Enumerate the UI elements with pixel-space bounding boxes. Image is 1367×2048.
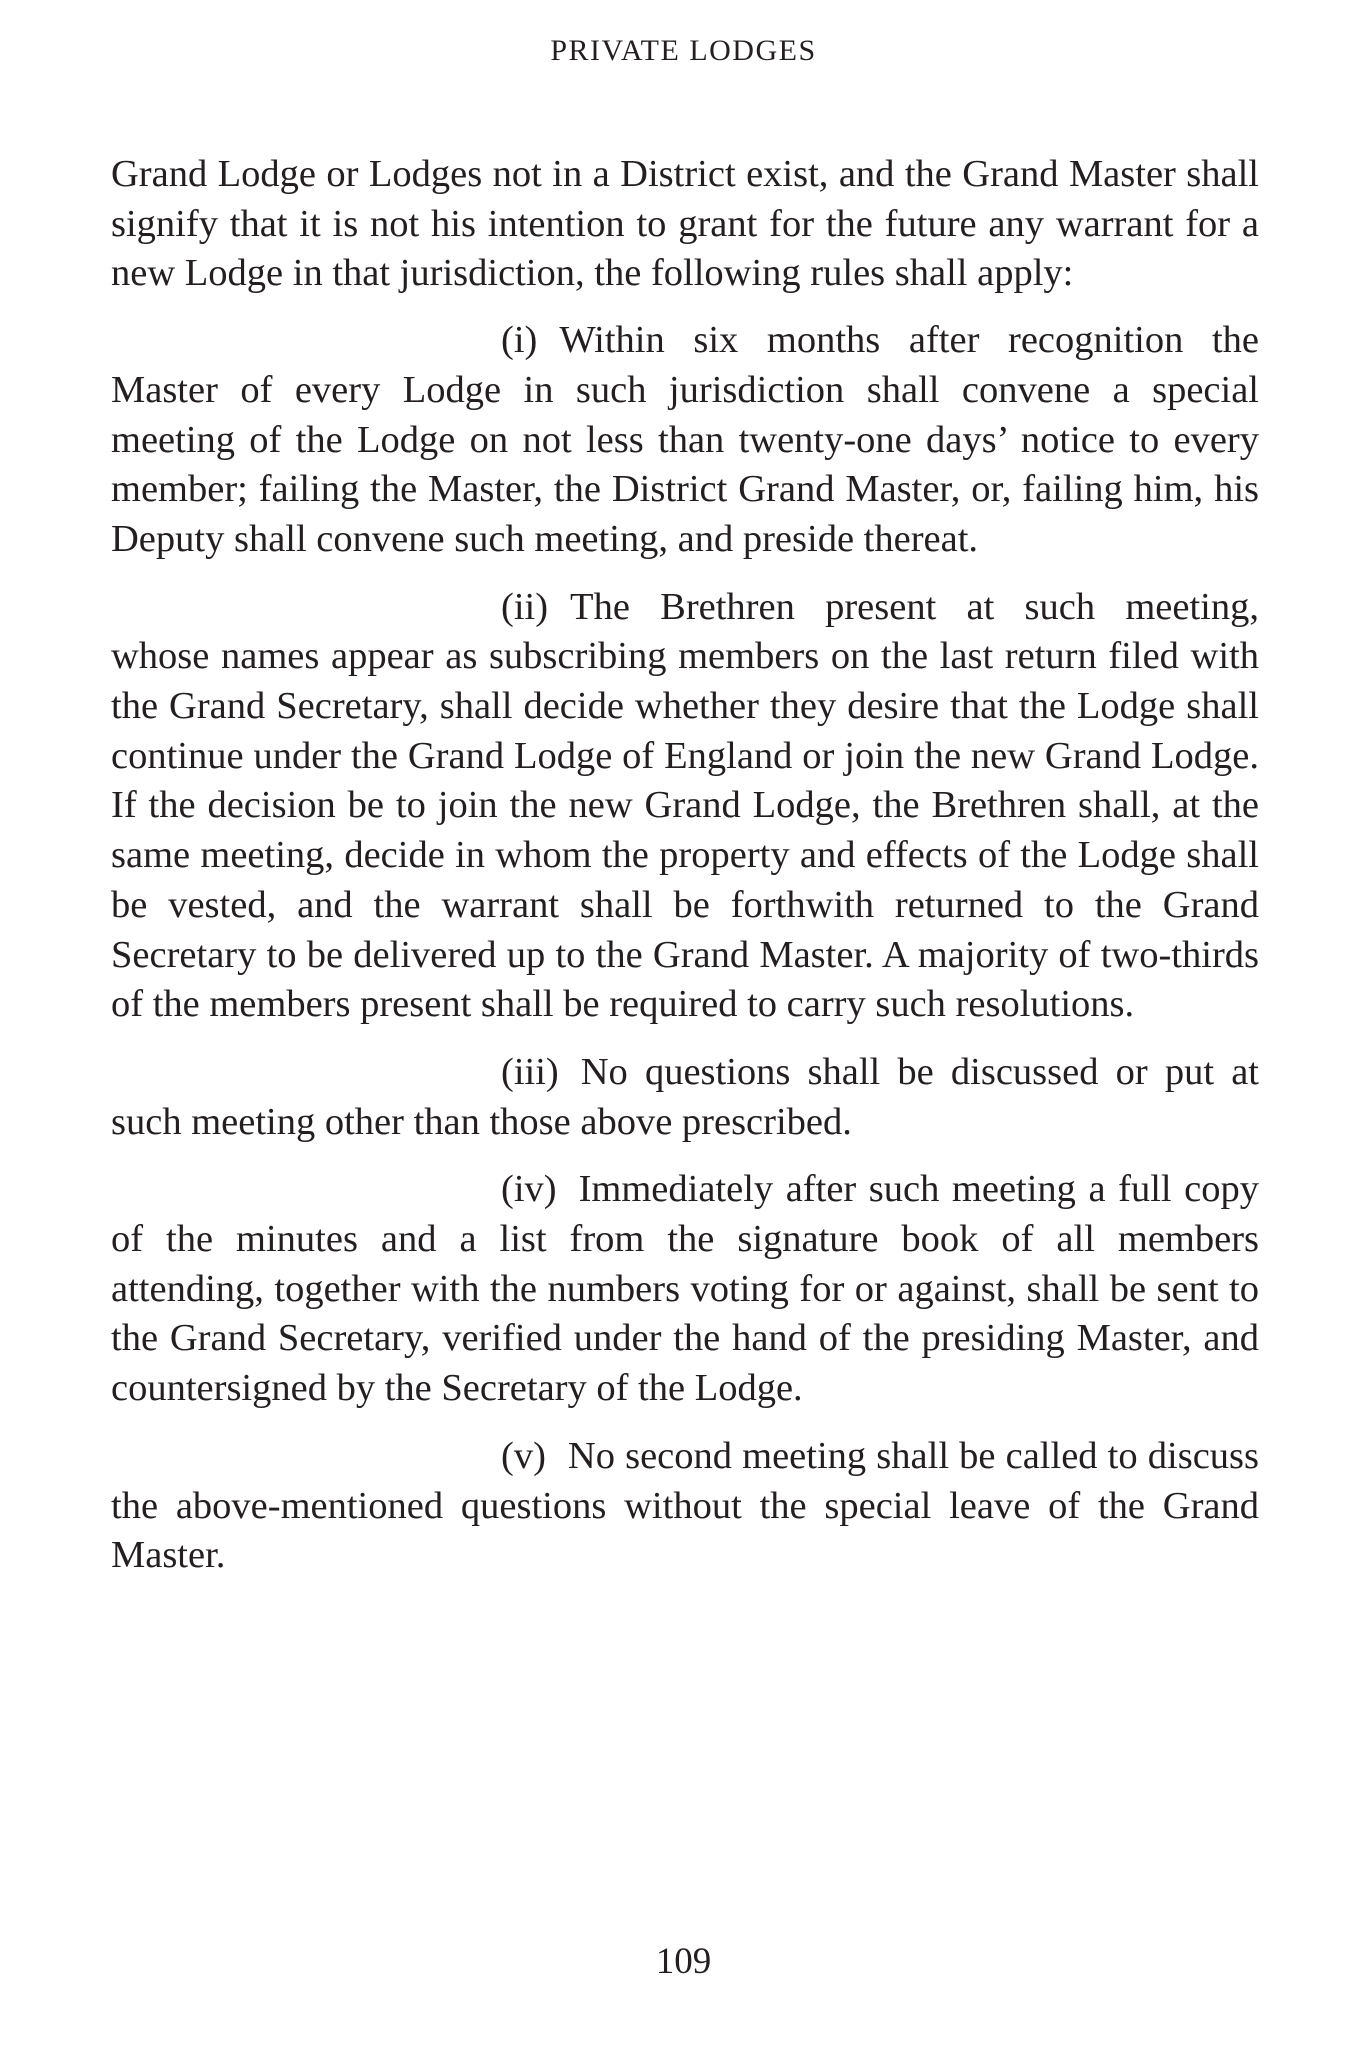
clause-number: (i) [501,319,538,362]
clause-number: (iii) [501,1050,559,1093]
clause-text: Immediately after such meeting a full copy of the minutes and a list from the signature book of all members attending, together with the numbers voting for or against, shall be sent to the Grand Secretary, verified under the hand of the presiding Master, and countersigned by the Secretary of the Lodge. [111,1168,1259,1410]
continuation-paragraph: Grand Lodge or Lodges not in a District exist, and the Grand Master shall signify that it is not his intention to grant for the future any warrant for a new Lodge in that jurisdiction, the following rules shall apply: [111,153,1259,295]
running-head: PRIVATE LODGES [550,34,817,67]
body-text [111,150,1259,1599]
clause-text: No questions shall be discussed or put at such meeting other than those above prescribed. [111,1050,1259,1143]
clause-i [111,316,1259,565]
page-number: 109 [655,1941,712,1982]
clause-number: (iv) [501,1168,557,1211]
clause-iv [111,1165,1259,1414]
clause-number: (v) [501,1434,546,1477]
clause-text: Within six months after recognition the Master of every Lodge in such jurisdiction shall convene a special meeting of the Lodge on not less than twenty-one days’ notice to every member; failing the Master, the District Grand Master, or, failing him, his Deputy shall convene such meeting, and preside thereat. [111,319,1259,560]
clause-iii [111,1048,1259,1147]
clause-text: No second meeting shall be called to discuss the above-mentioned questions without the special leave of the Grand Master. [111,1434,1259,1577]
clause-v [111,1432,1259,1581]
clause-number: (ii) [501,585,549,628]
clause-ii [111,583,1259,1030]
clause-text: The Brethren present at such meeting, whose names appear as subscribing members on the last return filed with the Grand Secretary, shall decide whether they desire that the Lodge shall continue under the Grand Lodge of England or join the new Grand Lodge. If the decision be to join the new Grand Lodge, the Brethren shall, at the same meeting, decide in whom the property and effects of the Lodge shall be vested, and the warrant shall be forthwith returned to the Grand Secretary to be delivered up to the Grand Master. A majority of two-thirds of the members present shall be required to carry such resolutions. [111,585,1259,1026]
